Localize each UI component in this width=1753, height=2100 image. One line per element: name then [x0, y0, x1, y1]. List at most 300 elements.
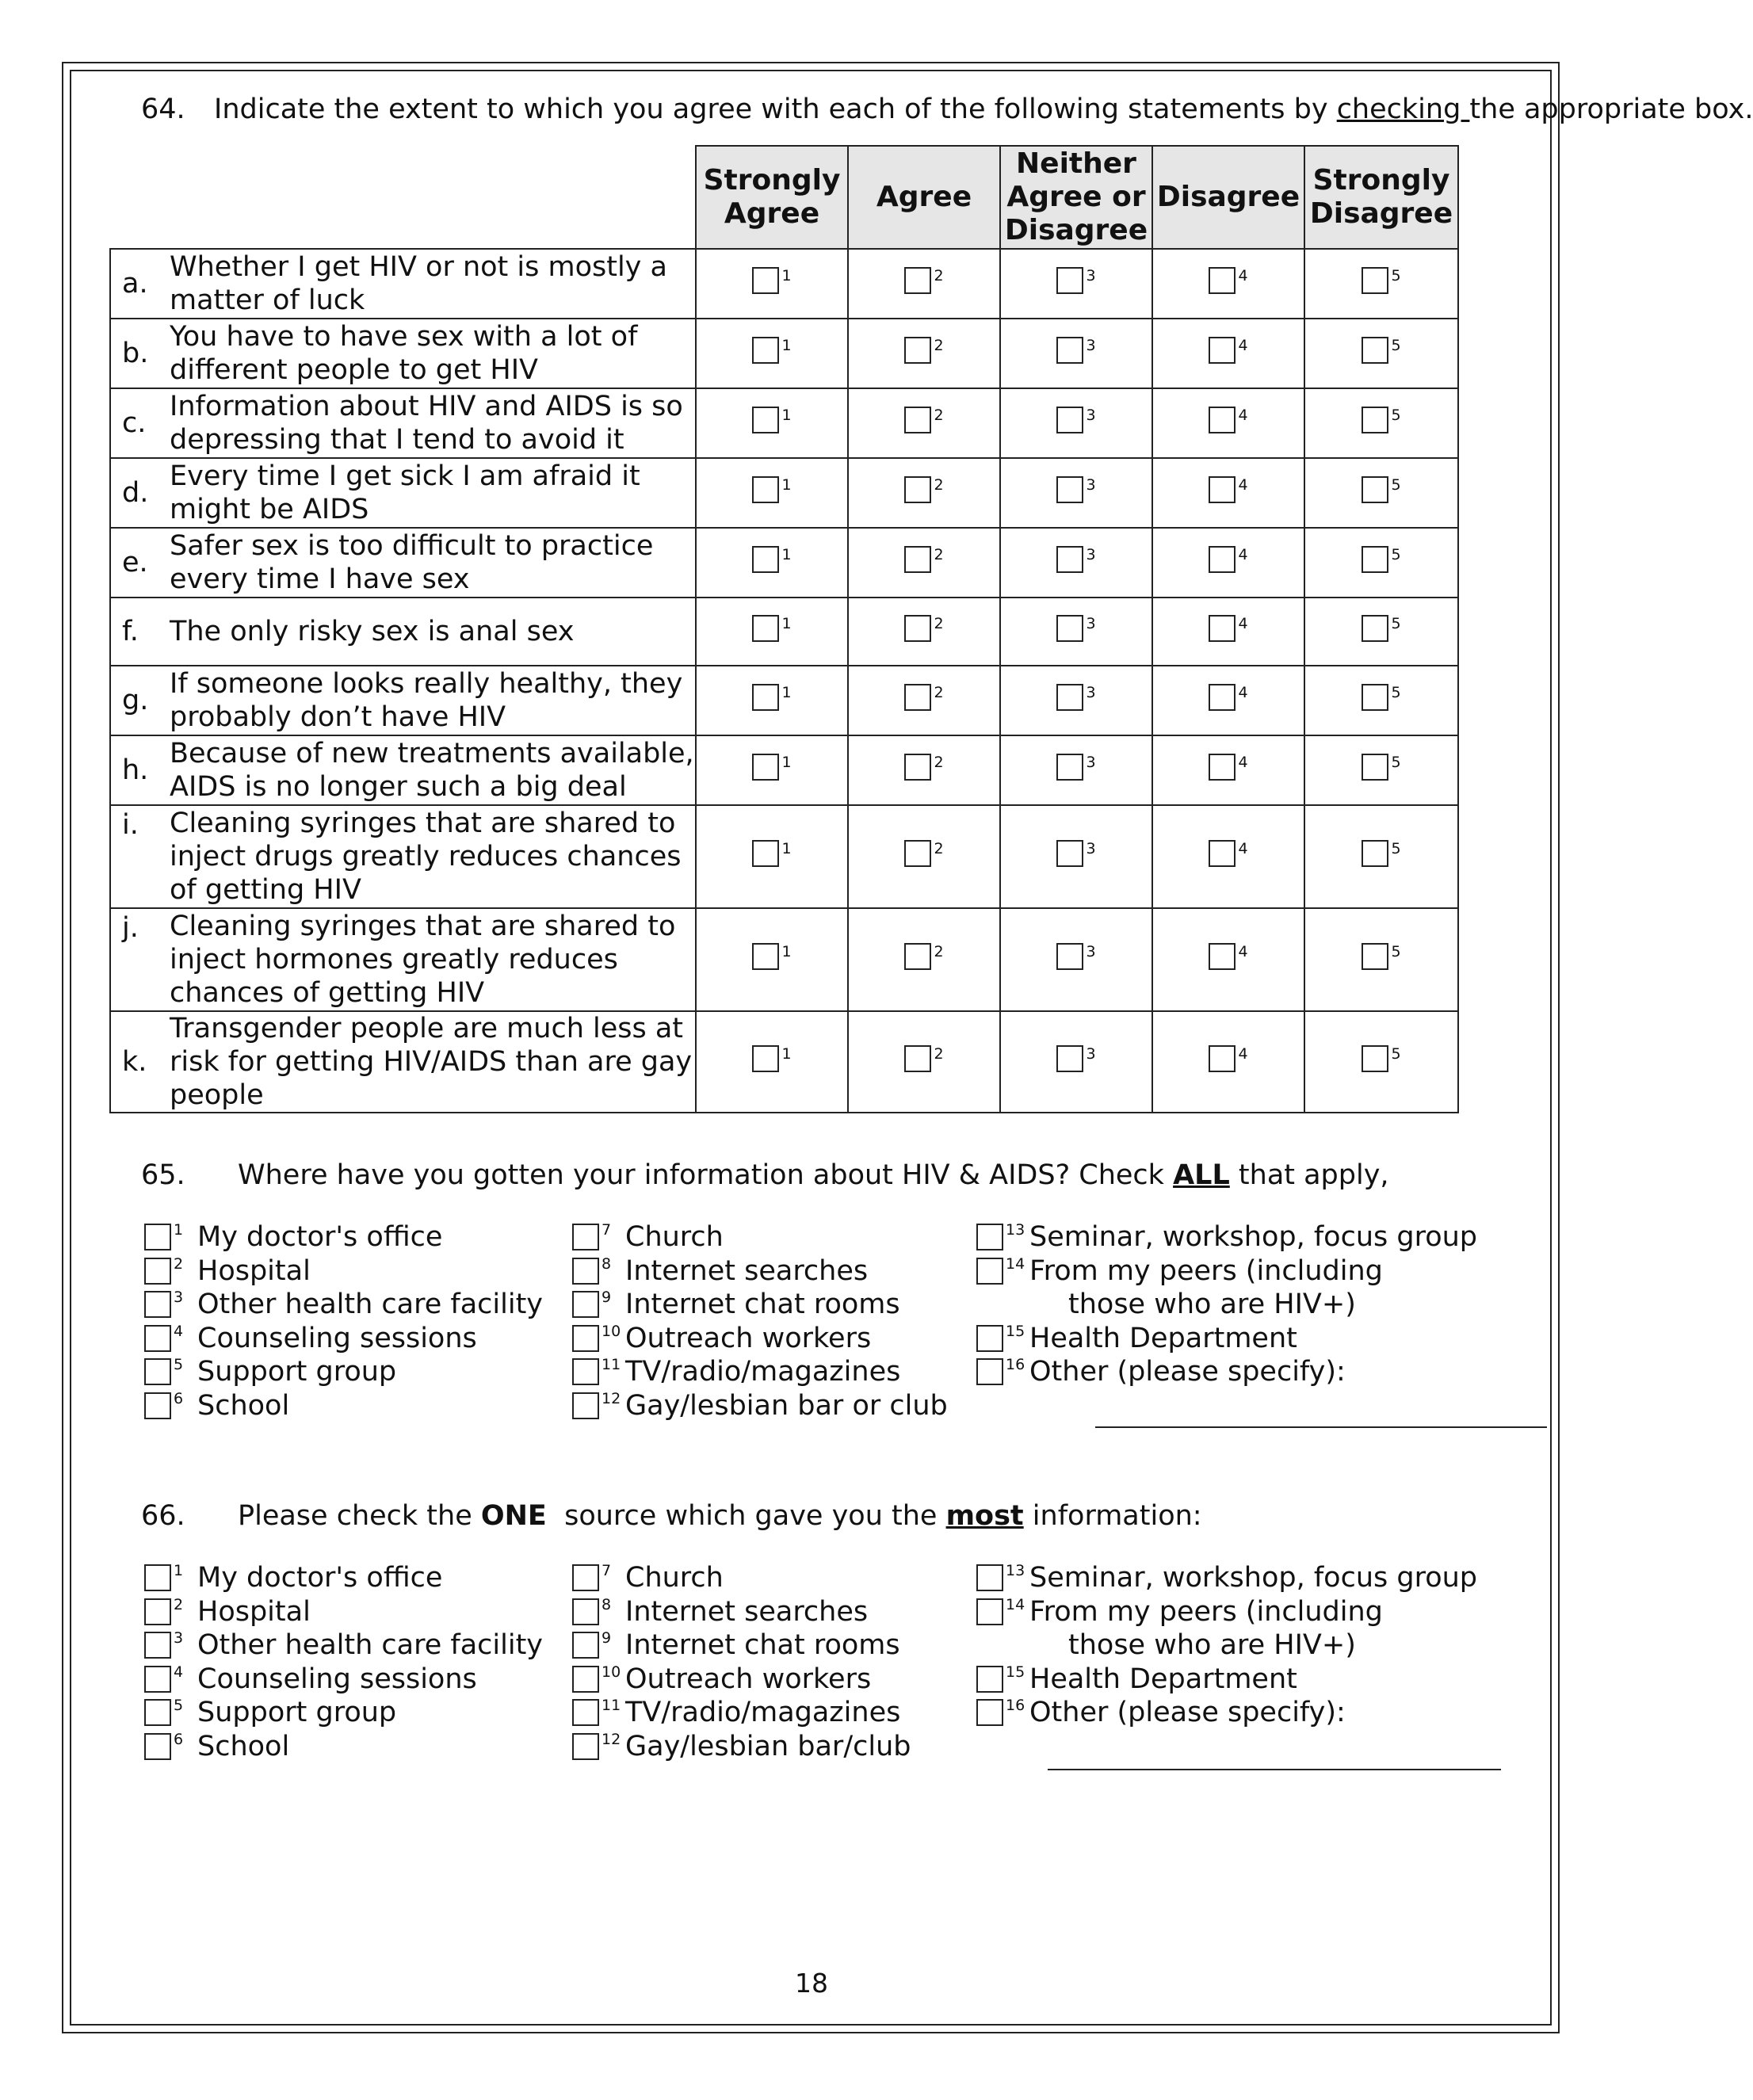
option-label: School [197, 1389, 290, 1422]
option-number: 12 [602, 1389, 621, 1407]
option-label: Other health care facility [197, 1289, 544, 1320]
checkbox[interactable] [144, 1224, 171, 1250]
checkbox[interactable] [904, 840, 931, 867]
response-option[interactable] [904, 1045, 943, 1072]
statement-text: The only risky sex is anal sex [170, 616, 575, 647]
response-option[interactable] [1056, 615, 1095, 642]
checkbox[interactable] [752, 337, 779, 364]
checkbox-number: 2 [934, 839, 944, 857]
checkbox[interactable] [144, 1258, 171, 1285]
likert-row [110, 598, 1458, 666]
checkbox[interactable] [904, 1045, 931, 1072]
checkbox-number: 5 [1391, 753, 1401, 771]
response-cell [1000, 528, 1152, 598]
response-option[interactable] [1056, 476, 1095, 503]
checkbox[interactable] [1209, 337, 1236, 364]
option-label: Internet searches [625, 1254, 869, 1287]
q64-prompt [214, 94, 1753, 125]
checkbox[interactable] [904, 943, 931, 970]
response-cell [696, 908, 848, 1011]
checkbox[interactable] [904, 476, 931, 503]
response-cell [1152, 666, 1304, 735]
checkbox-number: 5 [1391, 545, 1401, 563]
checkbox[interactable] [572, 1224, 599, 1250]
response-option[interactable] [1209, 1045, 1247, 1072]
q65-option-14[interactable] [976, 1254, 1383, 1288]
option-label: My doctor's office [197, 1221, 443, 1253]
option-number: 11 [602, 1356, 621, 1373]
q65-option-7[interactable] [572, 1220, 724, 1254]
option-label: Seminar, workshop, focus group [1029, 1562, 1478, 1594]
q65-prompt-all: ALL [1173, 1159, 1230, 1191]
checkbox[interactable] [1056, 267, 1083, 294]
response-option[interactable] [1056, 407, 1095, 433]
option-label: Other (please specify): [1029, 1697, 1346, 1728]
option-number: 3 [174, 1629, 184, 1647]
q66-prompt-middle: source which gave you the [546, 1500, 946, 1532]
response-option[interactable] [1209, 840, 1247, 867]
checkbox[interactable] [1056, 754, 1083, 781]
q66-option-10[interactable] [572, 1663, 871, 1696]
checkbox[interactable] [976, 1666, 1003, 1693]
q65-option-1[interactable] [144, 1220, 442, 1254]
response-cell [1000, 388, 1152, 458]
option-label: Support group [197, 1697, 397, 1728]
option-label: Gay/lesbian bar/club [625, 1730, 911, 1762]
q65-option-16[interactable] [976, 1355, 1346, 1388]
likert-row [110, 388, 1458, 458]
likert-row [110, 735, 1458, 805]
response-option[interactable] [752, 615, 791, 642]
response-option[interactable] [1209, 337, 1247, 364]
response-option[interactable] [1362, 943, 1400, 970]
q66-option-3[interactable] [144, 1628, 543, 1662]
q66-option-13[interactable] [976, 1561, 1477, 1594]
response-option[interactable] [1056, 754, 1095, 781]
response-option[interactable] [1362, 476, 1400, 503]
response-option[interactable] [1362, 840, 1400, 867]
checkbox[interactable] [1362, 1045, 1388, 1072]
response-option[interactable] [1209, 615, 1247, 642]
checkbox-number: 2 [934, 475, 944, 494]
checkbox[interactable] [144, 1598, 171, 1625]
q66-option-2[interactable] [144, 1595, 311, 1628]
response-option[interactable] [1056, 684, 1095, 711]
response-option[interactable] [904, 684, 943, 711]
checkbox[interactable] [904, 407, 931, 433]
checkbox-number: 2 [934, 336, 944, 354]
checkbox[interactable] [976, 1258, 1003, 1285]
checkbox[interactable] [144, 1564, 171, 1591]
checkbox-number: 2 [934, 406, 944, 424]
q65-option-8[interactable] [572, 1254, 868, 1288]
checkbox[interactable] [976, 1224, 1003, 1250]
statement-cell [110, 1011, 696, 1113]
checkbox[interactable] [752, 684, 779, 711]
checkbox[interactable] [904, 546, 931, 573]
response-option[interactable] [1056, 337, 1095, 364]
response-option[interactable] [752, 267, 791, 294]
checkbox[interactable] [752, 943, 779, 970]
checkbox[interactable] [1362, 267, 1388, 294]
checkbox-number: 5 [1391, 839, 1401, 857]
response-option[interactable] [1056, 840, 1095, 867]
checkbox-number: 1 [781, 942, 792, 960]
checkbox[interactable] [1362, 337, 1388, 364]
response-option[interactable] [1209, 267, 1247, 294]
checkbox-number: 1 [781, 1044, 792, 1063]
q65-option-2[interactable] [144, 1254, 311, 1288]
q66-option-16[interactable] [976, 1696, 1346, 1729]
response-option[interactable] [1209, 684, 1247, 711]
statement-letter: i. [122, 809, 139, 841]
option-number: 5 [174, 1697, 184, 1714]
option-label: Internet chat rooms [625, 1289, 900, 1320]
response-cell [1152, 598, 1304, 666]
checkbox-number: 2 [934, 1044, 944, 1063]
checkbox[interactable] [144, 1733, 171, 1760]
response-option[interactable] [1209, 476, 1247, 503]
response-option[interactable] [1362, 407, 1400, 433]
option-number: 7 [602, 1221, 612, 1239]
response-cell [1000, 458, 1152, 528]
response-option[interactable] [1056, 267, 1095, 294]
response-option[interactable] [752, 546, 791, 573]
checkbox[interactable] [904, 267, 931, 294]
response-option[interactable] [1362, 337, 1400, 364]
checkbox-number: 1 [781, 753, 792, 771]
response-option[interactable] [752, 840, 791, 867]
checkbox-number: 5 [1391, 336, 1401, 354]
option-number: 4 [174, 1663, 184, 1681]
q66-option-8[interactable] [572, 1595, 868, 1628]
checkbox[interactable] [1056, 684, 1083, 711]
response-option[interactable] [904, 476, 943, 503]
checkbox-number: 3 [1086, 1044, 1096, 1063]
checkbox[interactable] [572, 1392, 599, 1419]
q66-peers-continuation: those who are HIV+) [1068, 1629, 1356, 1661]
checkbox[interactable] [144, 1666, 171, 1693]
response-cell [1304, 249, 1458, 319]
checkbox-number: 1 [781, 266, 792, 284]
statement-cell [110, 249, 696, 319]
response-option[interactable] [752, 943, 791, 970]
q65-peers-continuation: those who are HIV+) [1068, 1289, 1356, 1320]
q66-other-specify-line[interactable] [1048, 1769, 1501, 1770]
checkbox[interactable] [572, 1666, 599, 1693]
response-option[interactable] [1209, 943, 1247, 970]
q65-prompt [238, 1159, 1389, 1191]
checkbox[interactable] [752, 754, 779, 781]
option-label: Counseling sessions [197, 1322, 477, 1354]
checkbox-number: 4 [1238, 839, 1248, 857]
checkbox[interactable] [572, 1699, 599, 1726]
q66-prompt-end: information: [1023, 1500, 1202, 1532]
checkbox[interactable] [976, 1564, 1003, 1591]
likert-row [110, 805, 1458, 908]
checkbox[interactable] [1209, 546, 1236, 573]
response-cell [1152, 908, 1304, 1011]
checkbox-number: 4 [1238, 1044, 1248, 1063]
option-number: 14 [1006, 1254, 1025, 1273]
checkbox[interactable] [752, 267, 779, 294]
q65-option-12[interactable] [572, 1389, 948, 1422]
q66-option-15[interactable] [976, 1663, 1297, 1696]
checkbox-number: 5 [1391, 406, 1401, 424]
option-label: From my peers (including [1029, 1595, 1383, 1628]
option-number: 6 [174, 1389, 184, 1407]
response-option[interactable] [904, 407, 943, 433]
q66-option-6[interactable] [144, 1730, 289, 1763]
option-number: 13 [1006, 1562, 1025, 1579]
checkbox[interactable] [1056, 546, 1083, 573]
checkbox[interactable] [976, 1598, 1003, 1625]
response-cell [1304, 598, 1458, 666]
checkbox[interactable] [1209, 943, 1236, 970]
checkbox[interactable] [1056, 476, 1083, 503]
checkbox[interactable] [572, 1733, 599, 1760]
checkbox[interactable] [752, 476, 779, 503]
response-cell [696, 388, 848, 458]
checkbox-number: 1 [781, 839, 792, 857]
response-option[interactable] [1209, 754, 1247, 781]
response-cell [696, 666, 848, 735]
option-number: 2 [174, 1595, 184, 1613]
q66-option-14[interactable] [976, 1595, 1383, 1628]
checkbox-number: 1 [781, 614, 792, 632]
checkbox[interactable] [572, 1632, 599, 1659]
checkbox[interactable] [572, 1325, 599, 1352]
q65-option-13[interactable] [976, 1220, 1477, 1254]
response-option[interactable] [904, 615, 943, 642]
option-number: 8 [602, 1595, 612, 1613]
checkbox[interactable] [144, 1358, 171, 1385]
q65-option-11[interactable] [572, 1355, 900, 1388]
response-cell [1000, 319, 1152, 388]
response-cell [1152, 805, 1304, 908]
checkbox-number: 3 [1086, 683, 1096, 701]
q65-other-specify-line[interactable] [1095, 1426, 1547, 1428]
response-option[interactable] [752, 337, 791, 364]
checkbox-number: 3 [1086, 475, 1096, 494]
likert-row [110, 319, 1458, 388]
checkbox-number: 3 [1086, 614, 1096, 632]
checkbox[interactable] [1056, 615, 1083, 642]
checkbox[interactable] [1362, 943, 1388, 970]
checkbox[interactable] [1209, 615, 1236, 642]
q66-option-7[interactable] [572, 1561, 724, 1594]
q65-number: 65. [141, 1159, 185, 1191]
checkbox[interactable] [1362, 684, 1388, 711]
statement-letter: e. [122, 547, 148, 578]
checkbox[interactable] [752, 615, 779, 642]
response-cell [848, 735, 1000, 805]
q65-option-5[interactable] [144, 1355, 396, 1388]
checkbox[interactable] [1362, 615, 1388, 642]
response-option[interactable] [1056, 546, 1095, 573]
response-option[interactable] [1362, 684, 1400, 711]
response-cell [696, 458, 848, 528]
checkbox-number: 4 [1238, 406, 1248, 424]
response-option[interactable] [904, 943, 943, 970]
q66-option-4[interactable] [144, 1663, 477, 1696]
checkbox[interactable] [1362, 546, 1388, 573]
response-cell [1304, 319, 1458, 388]
statement-letter: d. [122, 477, 149, 509]
response-option[interactable] [752, 476, 791, 503]
response-cell [848, 666, 1000, 735]
response-option[interactable] [752, 1045, 791, 1072]
option-number: 2 [174, 1254, 184, 1273]
option-label: Outreach workers [625, 1663, 872, 1695]
q65-option-15[interactable] [976, 1322, 1297, 1355]
q66-option-11[interactable] [572, 1696, 900, 1729]
checkbox-number: 3 [1086, 266, 1096, 284]
response-cell [848, 528, 1000, 598]
checkbox[interactable] [904, 754, 931, 781]
response-cell [848, 319, 1000, 388]
checkbox[interactable] [1056, 337, 1083, 364]
checkbox[interactable] [976, 1699, 1003, 1726]
checkbox[interactable] [752, 546, 779, 573]
response-option[interactable] [752, 754, 791, 781]
option-label: Outreach workers [625, 1322, 872, 1354]
checkbox[interactable] [1209, 1045, 1236, 1072]
q65-option-9[interactable] [572, 1288, 900, 1321]
checkbox[interactable] [572, 1258, 599, 1285]
statement-text: Because of new treatments available, AIDS is no longer such a big deal [170, 738, 694, 803]
checkbox[interactable] [1362, 754, 1388, 781]
checkbox[interactable] [144, 1291, 171, 1318]
checkbox[interactable] [752, 1045, 779, 1072]
statement-cell [110, 528, 696, 598]
response-cell [1152, 319, 1304, 388]
response-option[interactable] [1056, 1045, 1095, 1072]
header-strongly-agree: Strongly Agree [696, 146, 848, 249]
checkbox[interactable] [144, 1392, 171, 1419]
checkbox[interactable] [904, 337, 931, 364]
checkbox[interactable] [144, 1325, 171, 1352]
checkbox-number: 2 [934, 942, 944, 960]
checkbox[interactable] [1209, 840, 1236, 867]
option-label: Health Department [1029, 1322, 1297, 1354]
checkbox[interactable] [1209, 476, 1236, 503]
response-option[interactable] [1362, 267, 1400, 294]
checkbox[interactable] [144, 1699, 171, 1726]
checkbox[interactable] [1362, 407, 1388, 433]
checkbox[interactable] [1362, 840, 1388, 867]
likert-row [110, 249, 1458, 319]
response-option[interactable] [1056, 943, 1095, 970]
checkbox[interactable] [572, 1564, 599, 1591]
q66-option-1[interactable] [144, 1561, 442, 1594]
checkbox[interactable] [1209, 754, 1236, 781]
response-cell [696, 249, 848, 319]
response-option[interactable] [1362, 615, 1400, 642]
checkbox[interactable] [144, 1632, 171, 1659]
statement-cell [110, 388, 696, 458]
checkbox[interactable] [572, 1358, 599, 1385]
checkbox-number: 2 [934, 545, 944, 563]
q66-option-9[interactable] [572, 1628, 900, 1662]
checkbox[interactable] [976, 1358, 1003, 1385]
checkbox[interactable] [572, 1598, 599, 1625]
statement-cell [110, 666, 696, 735]
checkbox-number: 5 [1391, 1044, 1401, 1063]
checkbox[interactable] [904, 684, 931, 711]
q65-option-10[interactable] [572, 1322, 871, 1355]
likert-row [110, 666, 1458, 735]
q64-prompt-text: Indicate the extent to which you agree with each of the following statements by [214, 94, 1337, 125]
response-option[interactable] [1209, 407, 1247, 433]
q66-option-5[interactable] [144, 1696, 396, 1729]
option-label: Support group [197, 1356, 397, 1388]
checkbox-number: 1 [781, 336, 792, 354]
option-label: Hospital [197, 1254, 311, 1287]
checkbox-number: 4 [1238, 614, 1248, 632]
response-option[interactable] [1362, 754, 1400, 781]
response-cell [848, 388, 1000, 458]
checkbox[interactable] [1056, 943, 1083, 970]
checkbox[interactable] [1056, 1045, 1083, 1072]
option-number: 9 [602, 1289, 612, 1306]
checkbox[interactable] [752, 840, 779, 867]
statement-text: Whether I get HIV or not is mostly a matter of luck [170, 251, 667, 316]
response-option[interactable] [904, 267, 943, 294]
q65-option-6[interactable] [144, 1389, 289, 1422]
checkbox[interactable] [1209, 407, 1236, 433]
checkbox-number: 3 [1086, 545, 1096, 563]
checkbox[interactable] [976, 1325, 1003, 1352]
response-cell [1304, 666, 1458, 735]
option-label: Health Department [1029, 1663, 1297, 1695]
response-cell [848, 249, 1000, 319]
q64-prompt-underlined: checking [1336, 94, 1470, 125]
checkbox[interactable] [904, 615, 931, 642]
response-option[interactable] [904, 840, 943, 867]
response-option[interactable] [904, 546, 943, 573]
response-option[interactable] [904, 337, 943, 364]
header-blank [110, 146, 696, 249]
checkbox[interactable] [1362, 476, 1388, 503]
q65-option-3[interactable] [144, 1288, 543, 1321]
checkbox[interactable] [1056, 840, 1083, 867]
q66-option-12[interactable] [572, 1730, 911, 1763]
response-option[interactable] [1362, 546, 1400, 573]
checkbox[interactable] [752, 407, 779, 433]
checkbox[interactable] [572, 1291, 599, 1318]
statement-letter: g. [122, 685, 149, 716]
q66-prompt [238, 1500, 1202, 1532]
response-option[interactable] [752, 684, 791, 711]
response-option[interactable] [752, 407, 791, 433]
checkbox[interactable] [1056, 407, 1083, 433]
response-option[interactable] [1209, 546, 1247, 573]
q65-option-4[interactable] [144, 1322, 477, 1355]
checkbox[interactable] [1209, 684, 1236, 711]
response-cell [1304, 908, 1458, 1011]
option-label: Other health care facility [197, 1629, 544, 1661]
statement-cell [110, 319, 696, 388]
response-option[interactable] [1362, 1045, 1400, 1072]
checkbox[interactable] [1209, 267, 1236, 294]
response-cell [1152, 528, 1304, 598]
response-option[interactable] [904, 754, 943, 781]
option-label: From my peers (including [1029, 1254, 1383, 1287]
response-cell [1000, 666, 1152, 735]
response-cell [1152, 458, 1304, 528]
checkbox-number: 3 [1086, 942, 1096, 960]
